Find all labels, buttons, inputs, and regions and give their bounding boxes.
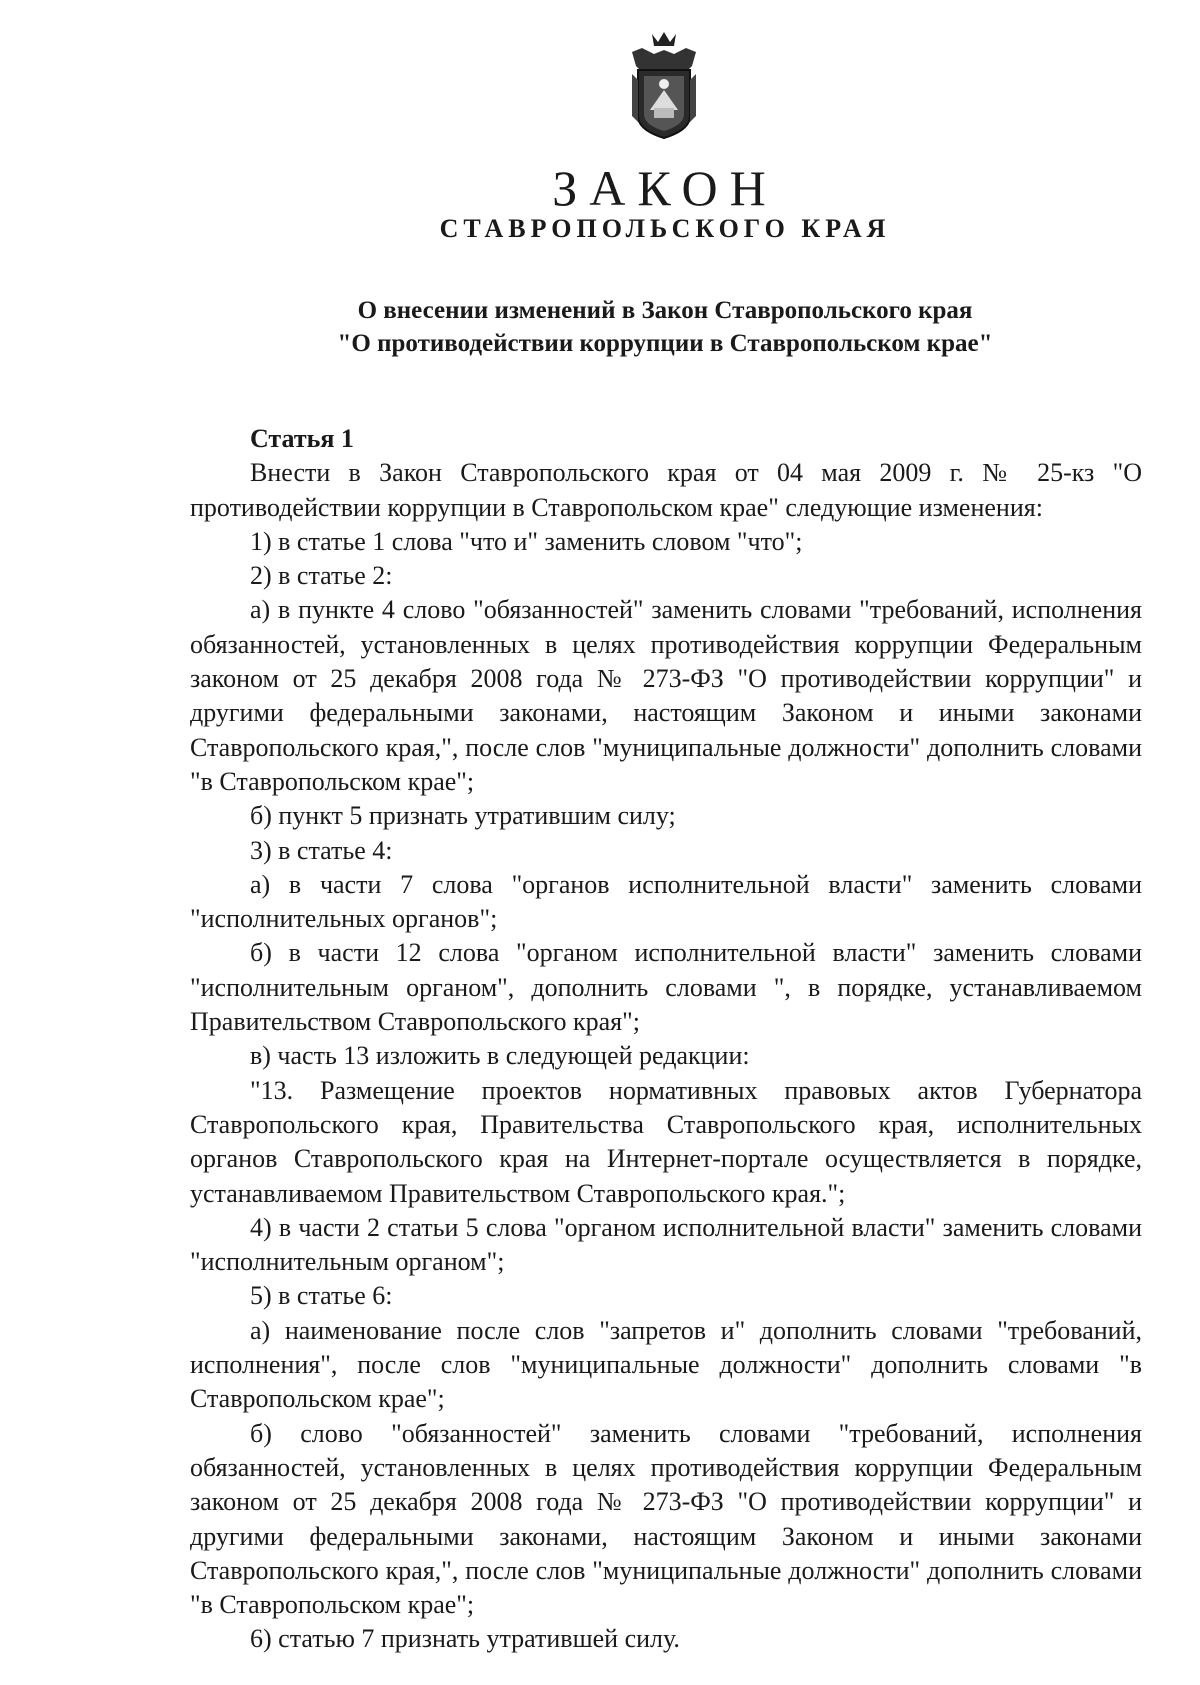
- article-body: [190, 422, 1142, 1657]
- paragraph: 3) в статье 4:: [250, 835, 393, 865]
- paragraph: а) в пункте 4 слово "обязанностей" заменить словами "требований, исполнения обязанностей, установленных в целях противодействия коррупции Федеральным законом от 25 декабря 2008 года № 273-ФЗ "О противодействии коррупции" и другими федеральными законами, настоящим Законом и иными законами Ставропольского края,", после слов "муниципальные должности" дополнить словами "в Ставропольском крае";: [190, 595, 1142, 796]
- paragraph: а) в части 7 слова "органов исполнительной власти" заменить словами "исполнительных органов";: [190, 869, 1142, 934]
- document-heading: [0, 294, 1200, 360]
- law-title: ЗАКОН: [552, 160, 778, 216]
- article-title: Статья 1: [250, 424, 354, 453]
- paragraph: а) наименование после слов "запретов и" дополнить словами "требований, исполнения", после слов "муниципальные должности" дополнить словами "в Ставропольском крае";: [190, 1315, 1142, 1414]
- paragraph: 5) в статье 6:: [250, 1281, 393, 1311]
- paragraph: 6) статью 7 признать утратившей силу.: [250, 1624, 680, 1654]
- paragraph: б) в части 12 слова "органом исполнительной власти" заменить словами "исполнительным органом", дополнить словами ", в порядке, устанавливаемом Правительством Ставропольского края";: [190, 938, 1142, 1037]
- heading-line-2: "О противодействии коррупции в Ставропольском крае": [337, 330, 993, 357]
- stavropol-coat-of-arms-icon: [624, 30, 704, 142]
- law-subtitle: СТАВРОПОЛЬСКОГО КРАЯ: [439, 214, 891, 243]
- paragraph: Внести в Закон Ставропольского края от 04 мая 2009 г. № 25-кз "О противодействии коррупции в Ставропольском крае" следующие изменения:: [190, 458, 1142, 522]
- heading-line-1: О внесении изменений в Закон Ставропольского края: [357, 297, 973, 324]
- paragraph: б) пункт 5 признать утратившим силу;: [250, 801, 676, 831]
- paragraph: б) слово "обязанностей" заменить словами "требований, исполнения обязанностей, установленных в целях противодействия коррупции Федеральным законом от 25 декабря 2008 года № 273-ФЗ "О противодействии коррупции" и другими федеральными законами, настоящим Законом и иными законами Ставропольского края,", после слов "муниципальные должности" дополнить словами "в Ставропольском крае";: [190, 1418, 1142, 1620]
- paragraph: 2) в статье 2:: [250, 561, 393, 591]
- paragraph: 4) в части 2 статьи 5 слова "органом исполнительной власти" заменить словами "исполнительным органом";: [190, 1212, 1142, 1277]
- paragraph: 1) в статье 1 слова "что и" заменить словом "что";: [250, 526, 803, 556]
- paragraph: "13. Размещение проектов нормативных правовых актов Губернатора Ставропольского края, Правительства Ставропольского края, исполнительных органов Ставропольского края на Интернет-портале осуществляется в порядке, устанавливаемом Правительством Ставропольского края.";: [190, 1075, 1142, 1208]
- paragraph: в) часть 13 изложить в следующей редакции:: [250, 1041, 750, 1071]
